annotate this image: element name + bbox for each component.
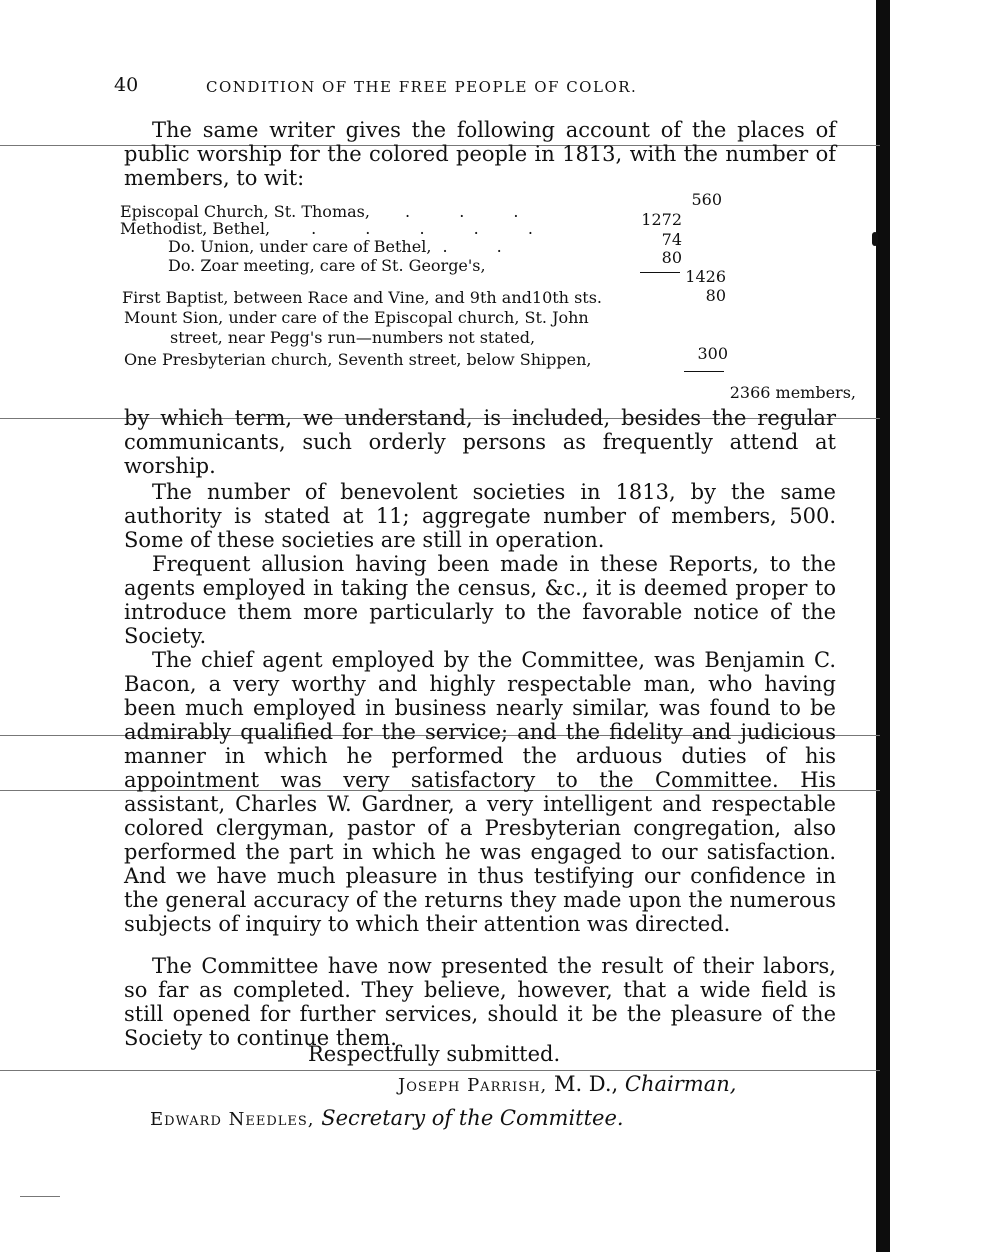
church-members: 1272 [641,210,682,229]
secretary-signature [150,1106,624,1130]
church-members: 80 [661,248,682,267]
dot-leaders: . . [442,237,524,256]
intro-paragraph: The same writer gives the following account of the places of public worship for the colored people in 1813, with the number of members, to wit: [124,118,836,190]
secretary-title: Secretary of the Committee. [321,1106,624,1130]
chairman-name: Joseph Parrish, [398,1075,548,1096]
church-row [168,237,524,257]
church-members: 74 [661,230,682,249]
church-name: Methodist, Bethel, [120,219,271,238]
scan-line [20,1196,60,1197]
chairman-title: Chairman, [624,1072,737,1096]
church-name: Mount Sion, under care of the Episcopal church, St. John [124,308,589,327]
church-row [124,308,589,328]
respectfully-submitted: Respectfully submitted. [308,1042,561,1066]
church-note: street, near Pegg's run—numbers not stated, [170,328,536,347]
grand-total: 2366 members, [729,383,856,402]
church-name: First Baptist, between Race and Vine, and 9th and10th sts. [122,288,603,307]
church-name: One Presbyterian church, Seventh street, below Shippen, [124,350,592,369]
chairman-signature [398,1072,736,1096]
chairman-degree: M. D., [553,1072,619,1096]
church-row [122,288,602,308]
church-row-continuation [170,328,535,348]
dot-leaders: . . . . . [311,219,555,238]
church-name: Episcopal Church, St. Thomas, [120,202,370,221]
body-paragraph: Frequent allusion having been made in these Reports, to the agents employed in taking the census, &c., it is deemed proper to introduce them more particularly to the favorable notice of the Society. [124,552,836,648]
page-number: 40 [114,74,139,96]
scan-edge-shadow [876,0,890,1252]
church-row [168,256,486,276]
dot-leaders: . . . [405,202,541,221]
body-paragraph: by which term, we understand, is included, besides the regular communicants, such orderly persons as frequently attend at worship. [124,406,836,478]
church-members: 300 [697,344,728,363]
body-paragraph: The Committee have now presented the result of their labors, so far as completed. They believe, however, that a wide field is still opened for further services, should it be the pleasure of the Society to continue them. [124,954,836,1050]
church-members: 560 [691,190,722,209]
church-row [120,219,555,239]
scan-edge-mark [872,232,878,246]
running-title: CONDITION OF THE FREE PEOPLE OF COLOR. [206,78,638,96]
body-paragraph: The number of benevolent societies in 1813, by the same authority is stated at 11; aggregate number of members, 500. Some of these societies are still in operation. [124,480,836,552]
scan-line [0,1070,880,1071]
church-members: 80 [705,286,726,305]
page-header [114,74,834,96]
methodist-subtotal: 1426 [685,267,726,286]
secretary-name: Edward Needles, [150,1109,315,1130]
body-paragraph: The chief agent employed by the Committee, was Benjamin C. Bacon, a very worthy and highly respectable man, who having been much employed in business nearly similar, was found to be admirably qualified for the service; and the fidelity and judicious manner in which he performed the arduous duties of his appointment was very satisfactory to the Committee. His assistant, Charles W. Gardner, a very intelligent and respectable colored clergyman, pastor of a Presbyterian congregation, also performed the part in which he was engaged to our satisfaction. And we have much pleasure in thus testifying our confidence in the general accuracy of the returns they made upon the numerous subjects of inquiry to which their attention was directed. [124,648,836,936]
total-rule [684,371,724,372]
church-name: Do. Union, under care of Bethel, [168,237,432,256]
church-name: Do. Zoar meeting, care of St. George's, [168,256,486,275]
church-row [124,350,591,370]
